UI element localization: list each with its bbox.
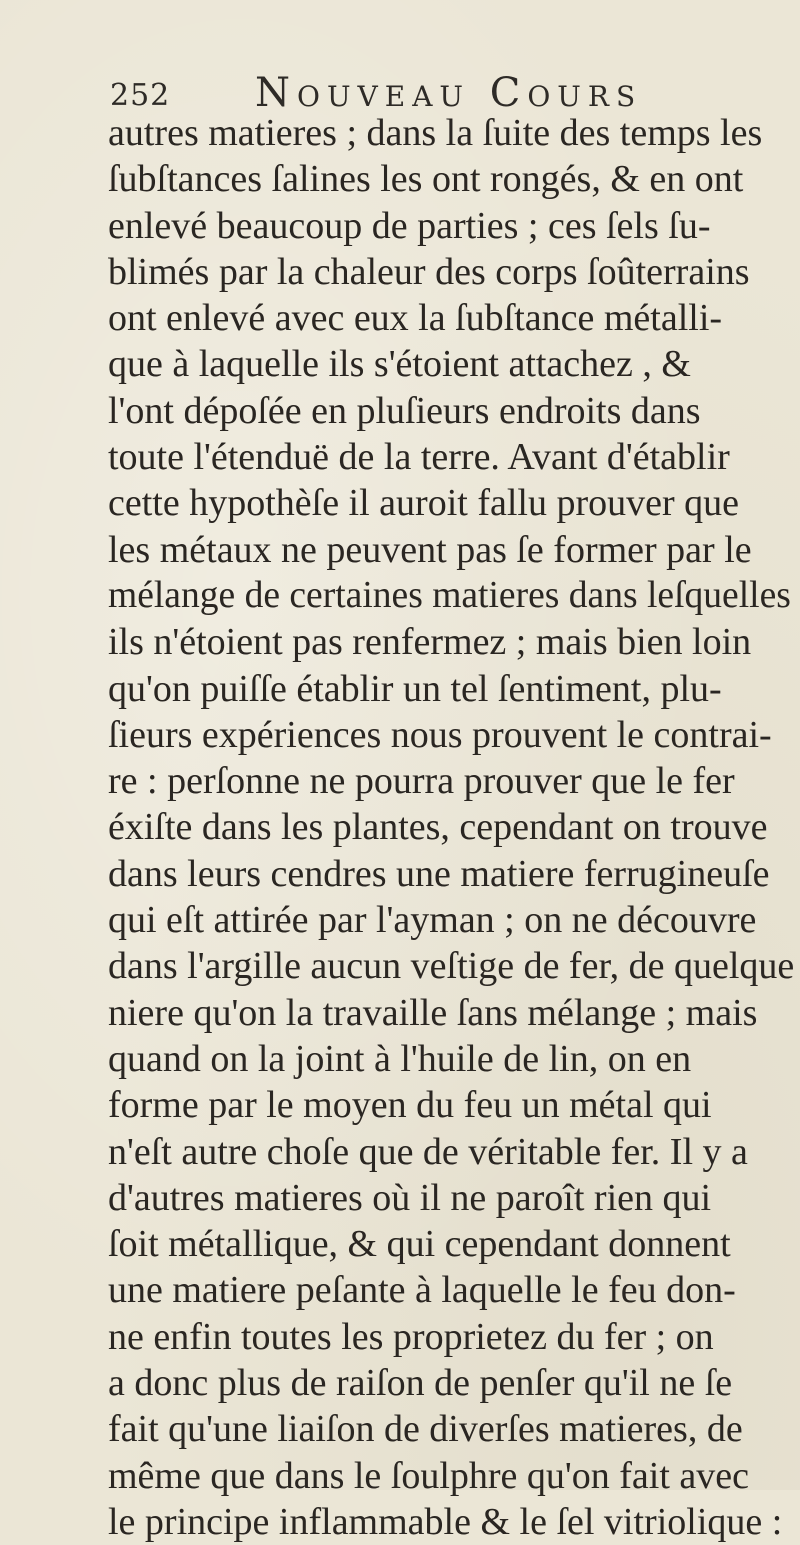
text-line: fait qu'une liaiſon de diverſes matieres, de bbox=[108, 1408, 743, 1451]
text-line: dans l'argille aucun veſtige de fer, de quelque bbox=[108, 945, 795, 988]
body-text bbox=[108, 110, 798, 1545]
text-line: d'autres matieres où il ne paroît rien qui bbox=[108, 1176, 712, 1219]
text-line: ils n'étoient pas renfermez ; mais bien loin bbox=[108, 621, 752, 664]
text-line: ſubſtances ſalines les ont rongés, & en ont bbox=[108, 158, 744, 201]
text-line: le principe inflammable & le ſel vitriolique : bbox=[108, 1500, 783, 1543]
text-line: niere qu'on la travaille ſans mélange ; mais bbox=[108, 991, 758, 1034]
text-line: une matiere peſante à laquelle le feu don- bbox=[108, 1269, 736, 1312]
text-line: que à laquelle ils s'étoient attachez , & bbox=[108, 343, 691, 386]
text-line: ont enlevé avec eux la ſubſtance métalli- bbox=[108, 297, 723, 340]
text-line: dans leurs cendres une matiere ferrugineuſe bbox=[108, 852, 770, 895]
text-line: re : perſonne ne pourra prouver que le fer bbox=[108, 760, 735, 803]
text-line: enlevé beaucoup de parties ; ces ſels ſu- bbox=[108, 204, 711, 247]
text-line: ſoit métallique, & qui cependant donnent bbox=[108, 1223, 731, 1266]
text-line: qui eſt attirée par l'ayman ; on ne découvre bbox=[108, 899, 757, 942]
text-line: qu'on puiſſe établir un tel ſentiment, plu- bbox=[108, 667, 722, 710]
text-line: autres matieres ; dans la ſuite des temps les bbox=[108, 112, 763, 154]
page-number: 252 bbox=[110, 78, 171, 113]
text-line: toute l'étenduë de la terre. Avant d'établir bbox=[108, 436, 730, 479]
text-line: mélange de certaines matieres dans leſquelles bbox=[108, 574, 791, 616]
text-line: éxiſte dans les plantes, cependant on trouve bbox=[108, 806, 768, 849]
text-line: même que dans le ſoulphre qu'on fait avec bbox=[108, 1454, 750, 1497]
text-line: forme par le moyen du feu un métal qui bbox=[108, 1084, 712, 1127]
text-line: l'ont dépoſée en pluſieurs endroits dans bbox=[108, 389, 701, 432]
text-line: n'eſt autre choſe que de véritable fer. Il y a bbox=[108, 1130, 748, 1173]
text-line: blimés par la chaleur des corps ſoûterrains bbox=[108, 250, 750, 293]
text-line: cette hypothèſe il auroit fallu prouver que bbox=[108, 482, 739, 525]
text-line: a donc plus de raiſon de penſer qu'il ne ſe bbox=[108, 1362, 733, 1405]
text-line: quand on la joint à l'huile de lin, on en bbox=[108, 1037, 692, 1080]
text-line: ſieurs expériences nous prouvent le contrai- bbox=[108, 713, 772, 756]
running-title: Nouveau Cours bbox=[255, 70, 643, 116]
text-line: ne enfin toutes les proprietez du fer ; on bbox=[108, 1315, 714, 1358]
text-line: les métaux ne peuvent pas ſe former par le bbox=[108, 528, 752, 571]
